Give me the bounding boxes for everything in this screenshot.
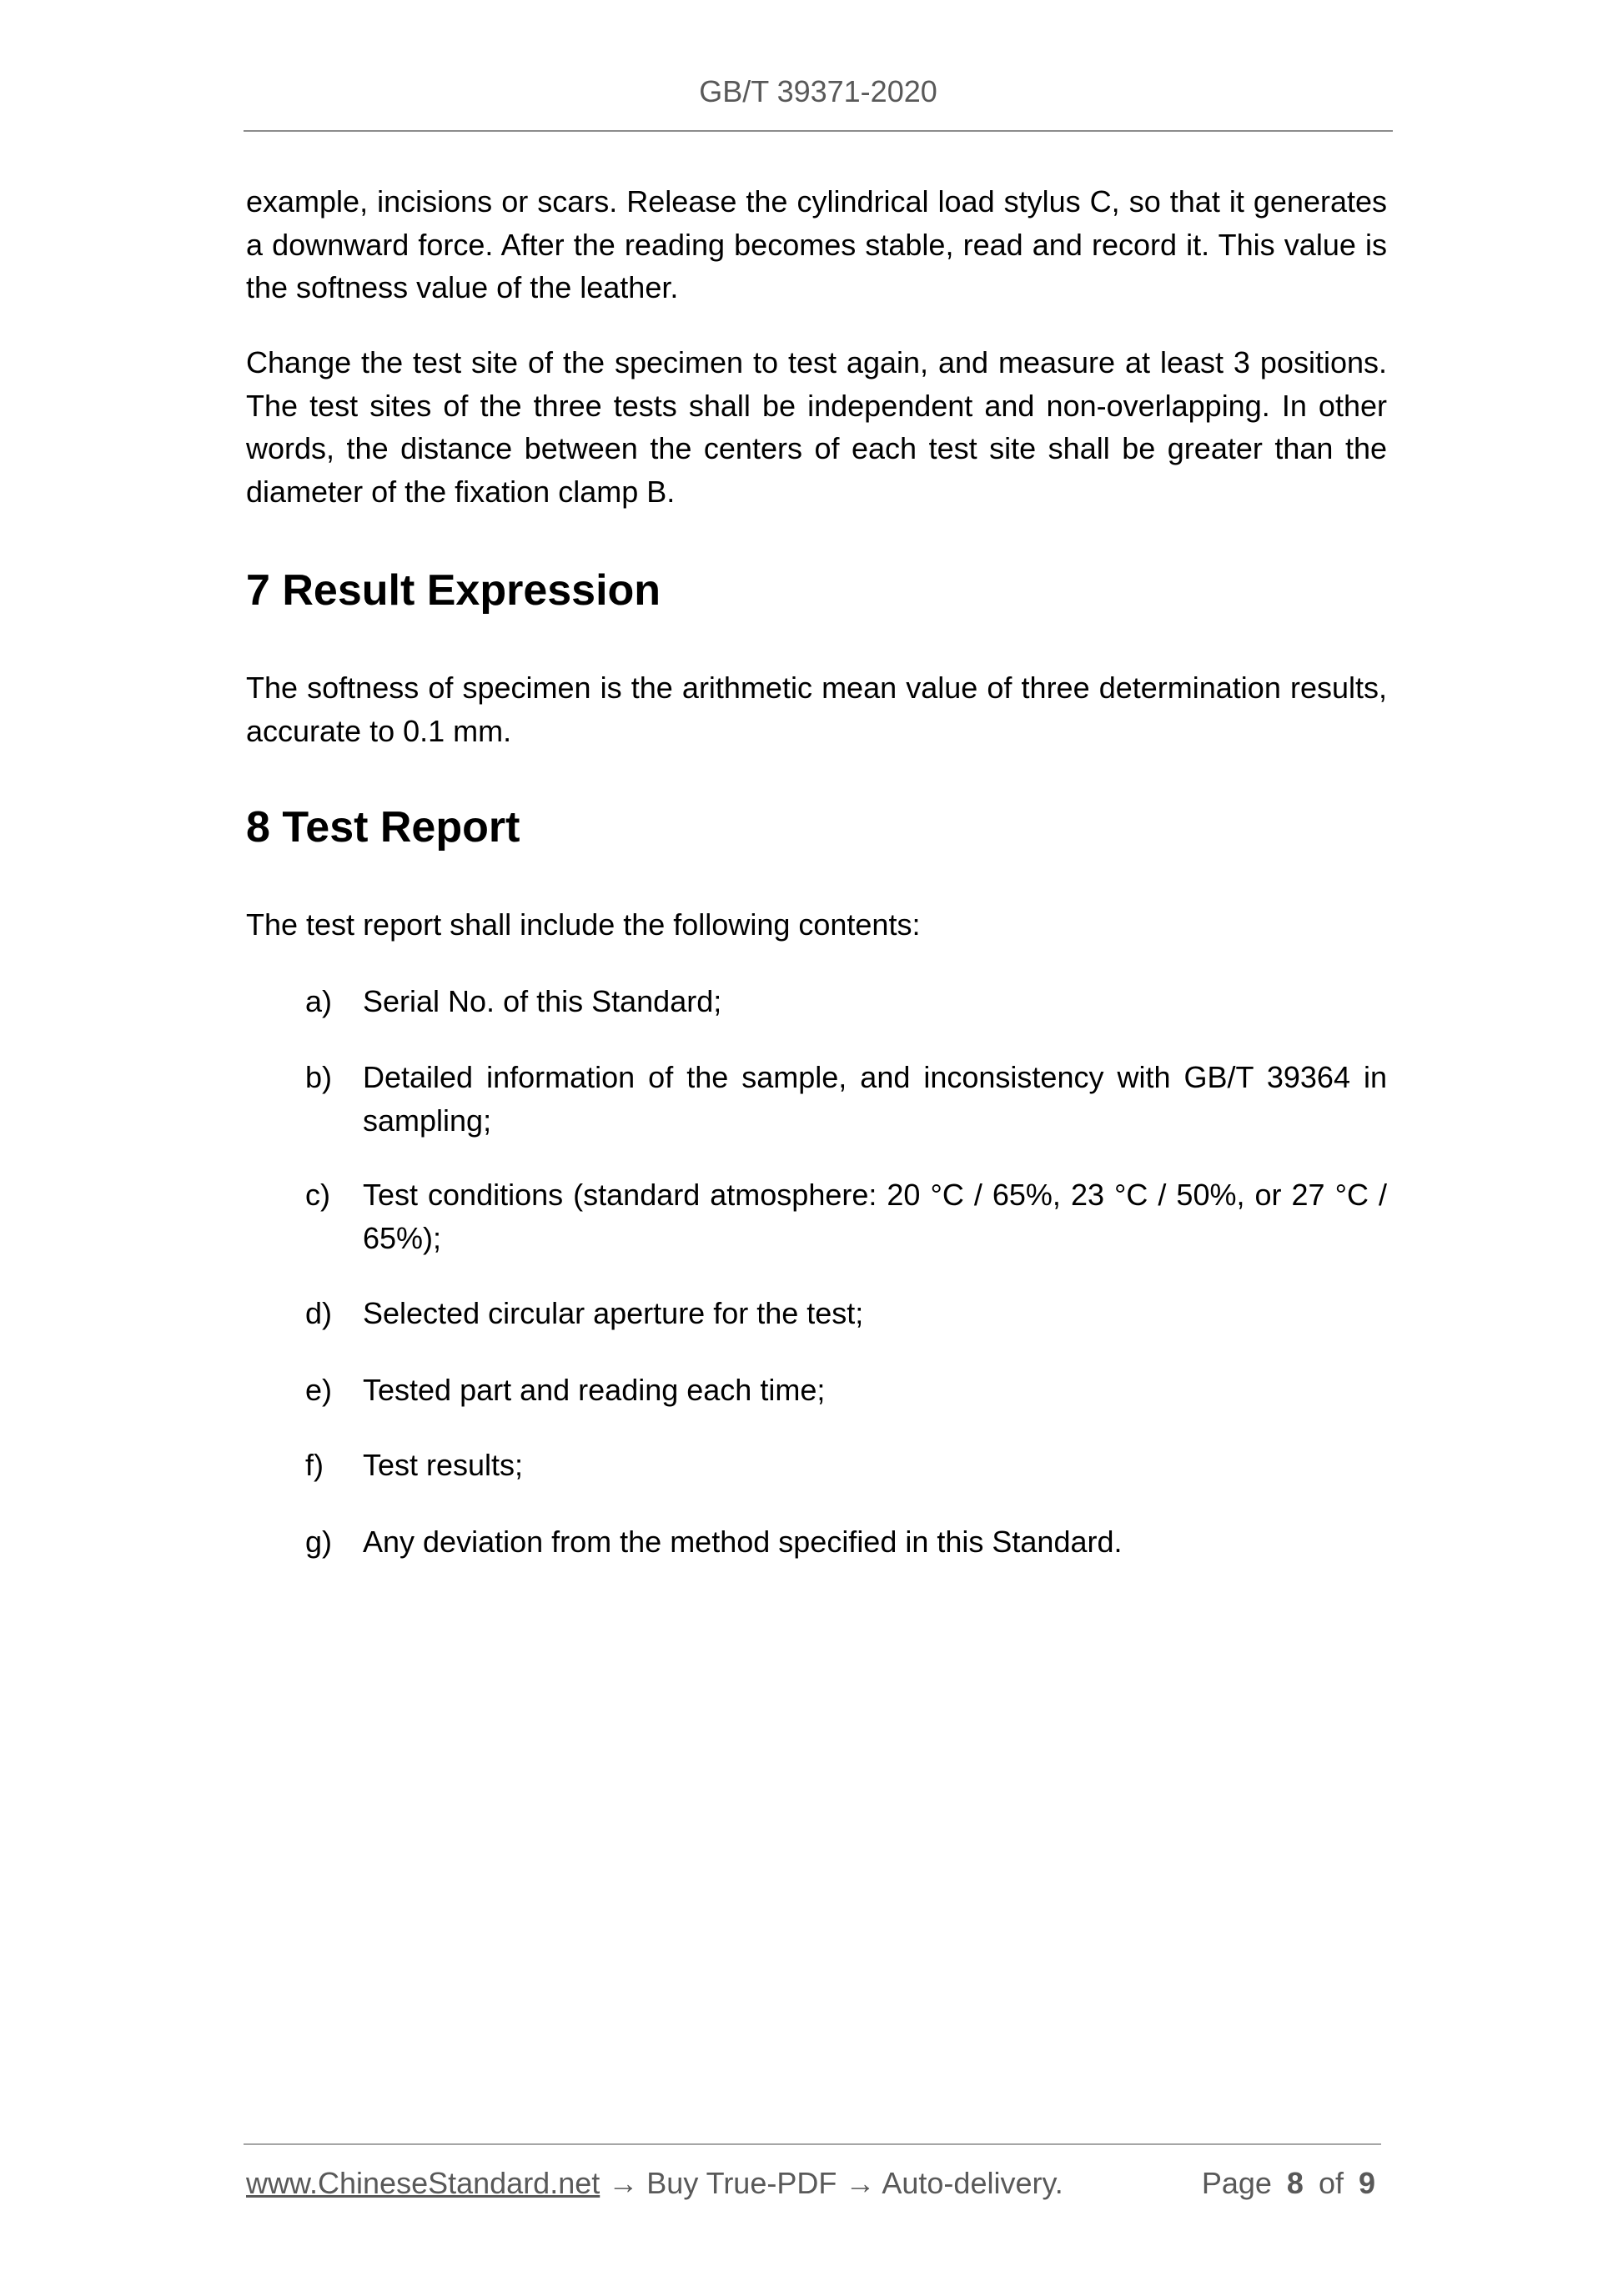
paragraph-test-positions: Change the test site of the specimen to test again, and measure at least 3 positions. The test sites of the three tests shall be independent and non-overlapping. In other words, the distance between the centers of each test site shall be greater than the diameter of the fixation clamp B. [246, 345, 1387, 509]
list-item-label: d) [305, 1296, 333, 1330]
footer-buy-text: Buy True-PDF [646, 2166, 837, 2200]
footer-promo [246, 2162, 1063, 2204]
page-number [1202, 2162, 1375, 2204]
paragraph-test-report-intro: The test report shall include the following contents: [246, 907, 921, 942]
page-of-label: of [1318, 2166, 1344, 2200]
list-item-text: Test results; [363, 1448, 524, 1482]
list-item [246, 1056, 1387, 1142]
list-item-text: Tested part and reading each time; [363, 1373, 826, 1407]
header-divider [244, 130, 1393, 132]
list-item-text: Serial No. of this Standard; [363, 984, 722, 1018]
list-item [246, 1369, 1387, 1412]
section-heading-result-expression: 7 Result Expression [246, 566, 661, 615]
list-item-label: e) [305, 1373, 333, 1407]
list-item-label: a) [305, 984, 333, 1018]
paragraph-result-expression: The softness of specimen is the arithmetic mean value of three determination results, accurate to 0.1 mm. [246, 671, 1387, 748]
list-item [246, 1444, 1387, 1487]
list-item-label: b) [305, 1060, 333, 1094]
list-item-text: Test conditions (standard atmosphere: 20 °C / 65%, 23 °C / 50%, or 27 °C / 65%); [363, 1178, 1387, 1255]
list-item-label: c) [305, 1178, 330, 1212]
list-item-label: g) [305, 1525, 333, 1559]
footer-delivery-text: Auto-delivery. [882, 2166, 1063, 2200]
list-item-text: Detailed information of the sample, and inconsistency with GB/T 39364 in sampling; [363, 1060, 1387, 1138]
section-heading-test-report: 8 Test Report [246, 803, 520, 852]
page-label: Page [1201, 2166, 1272, 2200]
arrow-right-icon: → [608, 2166, 639, 2200]
list-item-label: f) [305, 1448, 324, 1482]
list-item [246, 1520, 1387, 1564]
arrow-right-icon: → [845, 2166, 876, 2200]
list-item [246, 980, 1387, 1023]
footer-website-link[interactable]: www.ChineseStandard.net [246, 2166, 600, 2200]
list-item-text: Selected circular aperture for the test; [363, 1296, 864, 1330]
paragraph-softness-reading: example, incisions or scars. Release the cylindrical load stylus C, so that it generates a downward force. After the reading becomes stable, read and record it. This value is the softness value of the leather. [246, 184, 1387, 304]
total-pages-number: 9 [1358, 2166, 1375, 2200]
list-item [246, 1292, 1387, 1335]
current-page-number: 8 [1286, 2166, 1304, 2200]
page-header-title: GB/T 39371-2020 [699, 74, 937, 108]
footer-divider [244, 2143, 1381, 2145]
list-item-text: Any deviation from the method specified in this Standard. [363, 1525, 1123, 1559]
list-item [246, 1173, 1387, 1259]
